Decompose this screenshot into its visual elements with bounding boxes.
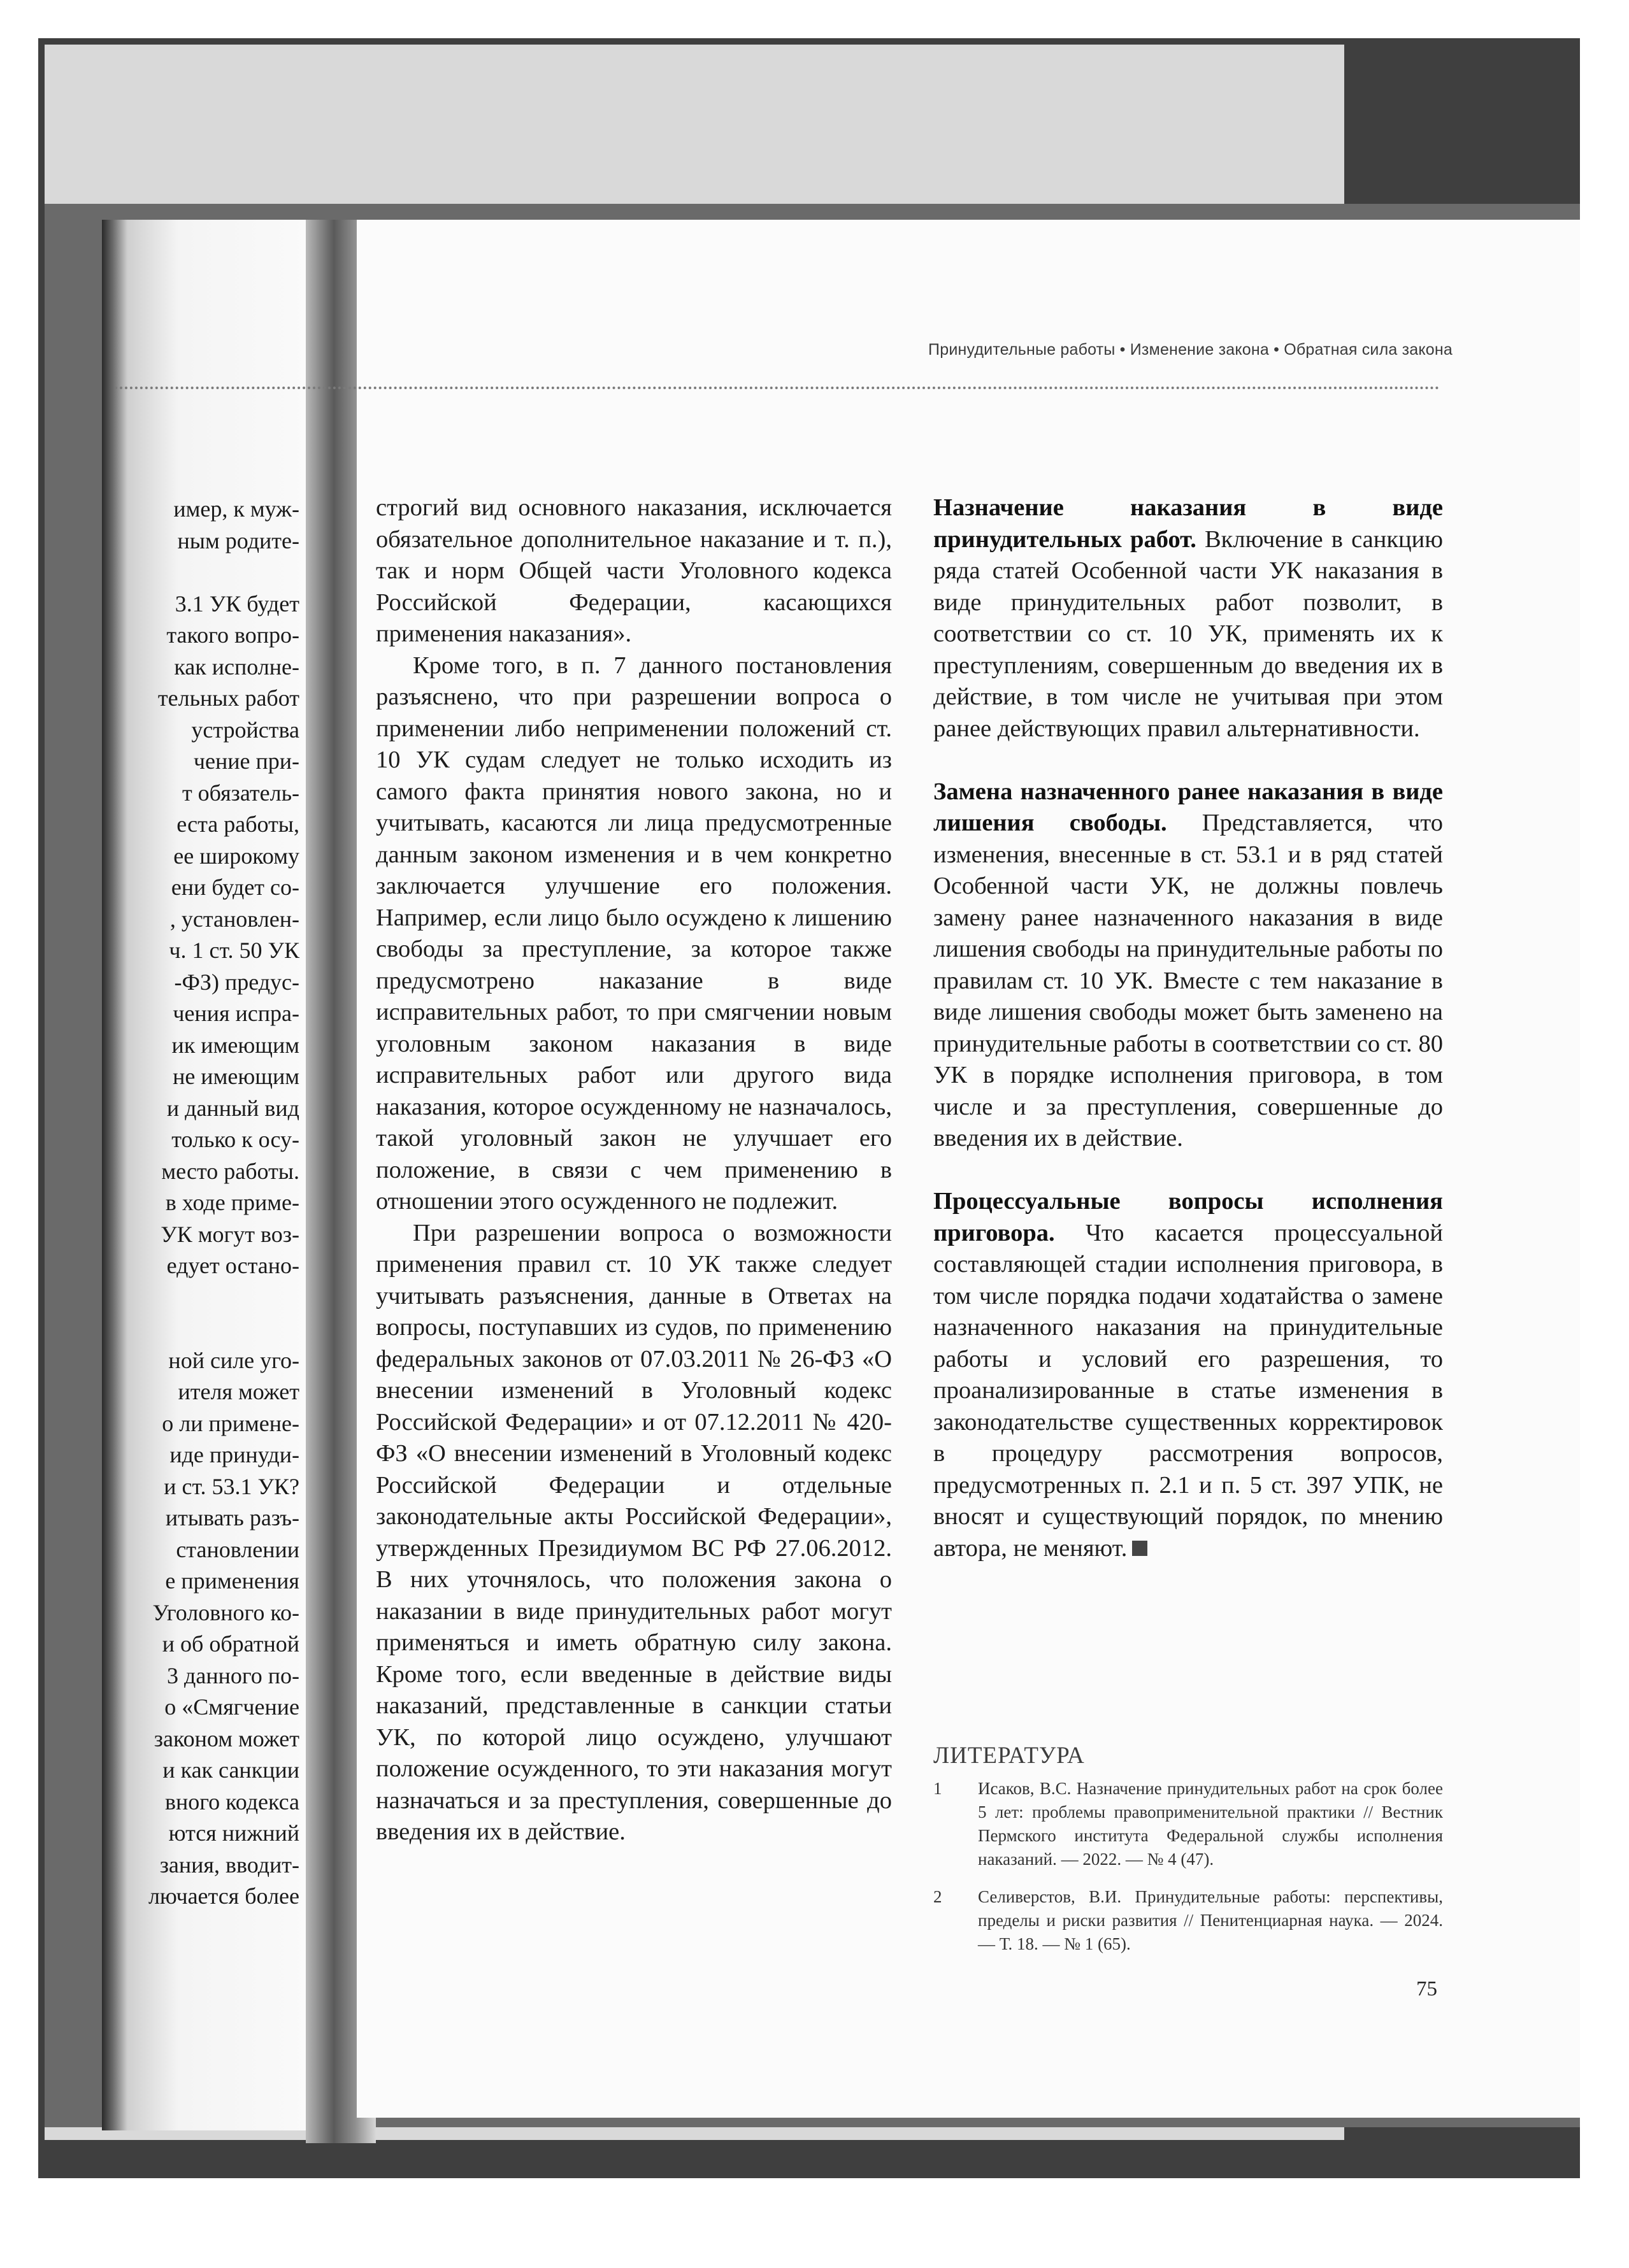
section-heading: Процессуальные вопросы исполнения приговора. [933,1188,1443,1246]
left-page-line: только к осу- [171,1127,299,1152]
end-mark-icon [1132,1541,1147,1556]
left-page-line: , установлен- [169,906,299,932]
header-rule [115,387,1440,389]
section-replacement [933,776,1443,1155]
left-page-line: устройства [191,717,299,743]
left-page-line: место работы. [161,1158,299,1184]
left-page-line: и как санкции [162,1757,299,1783]
left-page-line: и данный вид [166,1095,299,1121]
section-designation [933,492,1443,745]
left-page [102,220,325,2130]
reference-text: Исаков, В.С. Назначение принудительных работ на срок более 5 лет: проблемы правоприменительной практики // Вестник Пермского института Федеральной службы исполнения наказаний. — 2022. — № 4 (47). [978,1779,1443,1869]
left-page-line: ени будет со- [171,874,299,900]
reference-item [933,1885,1443,1956]
left-page-line: в ходе приме- [165,1190,299,1215]
left-page-line: ик имеющим [171,1032,299,1058]
left-page-line: законом может [154,1725,299,1751]
page-number: 75 [1416,1978,1437,2001]
scan-margin-top [0,0,1629,38]
left-page-line: ее широкому [173,843,299,869]
left-page-line: ителя может [178,1379,299,1404]
left-page-line: т обязатель- [182,780,299,806]
left-page-line: ной силе уго- [168,1347,299,1373]
reference-list [933,1777,1443,1970]
left-page-line: о ли примене- [162,1410,299,1436]
left-page-line: УК могут воз- [161,1221,299,1247]
left-page-line: имер, к муж- [173,496,299,522]
middle-column [376,492,892,1848]
left-page-line [121,557,299,588]
right-page [357,220,1580,2118]
left-page-line: и ст. 53.1 УК? [164,1473,299,1499]
reference-number: 2 [933,1887,942,1906]
left-page-line: зания, вводит- [159,1851,299,1878]
section-text: Что касается процессуальной составляющей стадии исполнения приговора, в том числе порядка подачи ходатайства о замене назначенного наказания на принудительные работы и условий его разрешения, то проанализированные в статье изменения в законодательстве существенных корректировок в процедуру рассмотрения вопросов, предусмотренных п. 2.1 и п. 5 ст. 397 УПК, не вносят и существующий порядок, по мнению автора, не меняют. [933,1219,1443,1562]
left-page-line: ч. 1 ст. 50 УК [169,938,299,963]
left-page-line: -ФЗ) предус- [174,969,299,995]
reference-item [933,1777,1443,1871]
reference-number: 1 [933,1779,942,1798]
left-page-line: Уголовного ко- [152,1599,299,1625]
scan-margin-right [1580,0,1629,2268]
left-page-line: не имеющим [173,1064,299,1089]
scan-margin-left [0,0,38,2268]
left-page-line: тельных работ [157,685,299,711]
left-page-line: чения испра- [173,1001,299,1026]
paragraph: строгий вид основного наказания, исключается обязательное дополнительное наказание и т. п.), так и норм Общей части Уголовного кодекса Российской Федерации, касающихся применения наказания». [376,494,892,647]
left-page-column [121,494,325,1913]
reference-text: Селиверстов, В.И. Принудительные работы: перспективы, пределы и риски развития // Пенитенциарная наука. — 2024. — Т. 18. — № 1 (65). [978,1887,1443,1953]
left-page-line: ются нижний [168,1820,299,1846]
right-column [933,492,1443,1564]
left-page-line: итывать разъ- [165,1505,299,1530]
left-page-line: о «Смягчение [164,1694,299,1720]
left-page-line [121,1282,299,1314]
left-page-line: как исполне- [174,653,299,680]
left-page-line: ным родите- [177,527,299,553]
section-text: Включение в санкцию ряда статей Особенной части УК наказания в виде принудительных работ позволит, в соответствии со ст. 10 УК, применять их к преступлениям, совершенным до введения их в действие, в том числе не учитывая при этом ранее действующих правил альтернативности. [933,525,1443,742]
paragraph: При разрешении вопроса о возможности применения правил ст. 10 УК также следует учитывать разъяснения, данные в Ответах на вопросы, поступавших из судов, по применению федеральных законов от 07.03.2011 № 26-ФЗ «О внесении изменений в Уголовный кодекс Российской Федерации» и от 07.12.2011 № 420-ФЗ «О внесении изменений в Уголовный кодекс Российской Федерации и отдельные законодательные акты Российской Федерации», утвержденных Президиумом ВС РФ 27.06.2012. В них уточнялось, что положения закона о наказании в виде принудительных работ могут применяться и иметь обратную силу закона. Кроме того, если введенные в действие виды наказаний, представленные в санкции статьи УК, по которой лицо осуждено, улучшают положение осужденного, то эти наказания могут назначаться и за преступления, совершенные до введения их в действие. [376,1219,892,1845]
left-page-line: чение при- [193,748,299,774]
left-page-line: вного кодекса [164,1788,299,1815]
left-page-line: едует остано- [166,1253,299,1278]
paragraph: Кроме того, в п. 7 данного постановления разъяснено, что при разрешении вопроса о применении либо неприменении положений ст. 10 УК судам следует не только исходить из самого факта принятия нового закона, но и учитывать, касаются ли лица предусмотренные данным законом изменения и в чем конкретно заключается улучшение его положения. Например, если лицо было осуждено к лишению свободы за преступление, за которое также предусмотрено наказание в виде исправительных работ, то при смягчении новым уголовным законом наказания в виде исправительных работ или другого вида наказания, которое осужденному не назначалось, такой уголовный закон не улучшает его положение, в связи с чем применению в отношении этого осужденного не подлежит. [376,652,892,1215]
left-page-line: становлении [176,1536,299,1562]
running-head: Принудительные работы • Изменение закона • Обратная сила закона [928,341,1453,359]
section-procedural [933,1186,1443,1564]
left-page-line: еста работы, [176,811,299,837]
left-page-line: 3 данного по- [167,1662,299,1688]
left-page-line: 3.1 УК будет [175,590,299,617]
section-text: Представляется, что изменения, внесенные в ст. 53.1 и в ряд статей Особенной части УК, не должны повлечь замену ранее назначенного наказания в виде лишения свободы на принудительные работы по правилам ст. 10 УК. Вместе с тем наказание в виде лишения свободы может быть заменено на принудительные работы в соответствии со ст. 80 УК в порядке исполнения приговора, в том числе и за преступления, совершенные до введения их в действие. [933,809,1443,1152]
scan-margin-bottom [0,2178,1629,2268]
section-heading: Назначение наказания в виде принудительных работ. [933,494,1443,553]
left-page-line: такого вопро- [166,622,299,648]
section-heading: Замена назначенного ранее наказания в виде лишения свободы. [933,778,1443,836]
left-page-line: и об обратной [162,1631,299,1657]
literature-title: ЛИТЕРАТУРА [933,1743,1085,1769]
left-page-line: лючается более [148,1883,299,1909]
left-page-line: е применения [165,1568,299,1594]
left-page-line: иде принуди- [169,1442,299,1467]
left-page-line [121,1313,299,1345]
